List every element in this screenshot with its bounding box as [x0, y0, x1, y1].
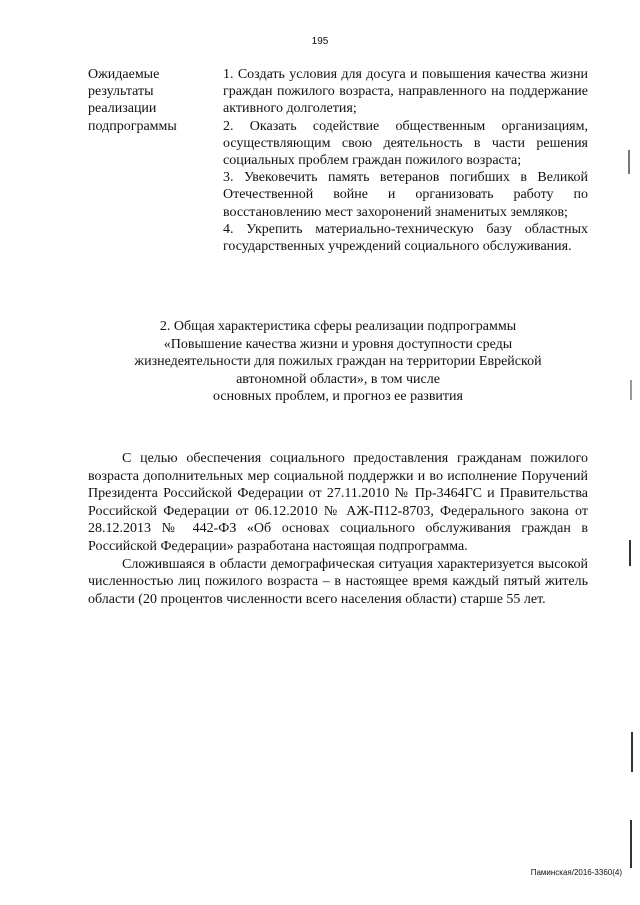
label-line: Ожидаемые — [88, 67, 160, 82]
label-line: реализации — [88, 101, 157, 117]
result-item: 3. Увековечить память ветеранов погибших в Великой Отечественной войне и организовать работу по восстановлению мест захоронений знаменитых земляков; — [223, 170, 588, 220]
scan-edge-mark — [630, 820, 632, 868]
heading-line: основных проблем, и прогноз ее развития — [213, 389, 463, 405]
heading-line: «Повышение качества жизни и уровня доступности среды — [163, 336, 513, 352]
scan-edge-mark — [629, 540, 631, 566]
scan-edge-mark — [630, 380, 632, 400]
label-line: подпрограммы — [88, 118, 177, 134]
expected-results-list — [223, 66, 588, 255]
page-number: 195 — [311, 36, 329, 47]
label-line: результаты — [88, 84, 154, 100]
expected-results-label — [88, 66, 208, 135]
heading-line: автономной области», в том числе — [236, 371, 440, 387]
section-heading — [98, 318, 578, 406]
heading-line: жизнедеятельности для пожилых граждан на территории Еврейской — [134, 354, 542, 370]
body-paragraph: Сложившаяся в области демографическая ситуация характеризуется высокой численностью лиц пожилого возраста – в настоящее время каждый пятый житель области (20 процентов численности всего населения области) старше 55 лет. — [88, 556, 588, 607]
result-item: 2. Оказать содействие общественным организациям, осуществляющим свою деятельность в части решения социальных проблем граждан пожилого возраста; — [223, 118, 588, 169]
scan-edge-mark — [631, 732, 633, 772]
body-paragraph: С целью обеспечения социального предоставления гражданам пожилого возраста дополнительных мер социальной поддержки и во исполнение Поручений Президента Российской Федерации от 27.11.2010 № Пр-3464ГС и Правительства Российской Федерации от 06.12.2010 № АЖ-П12-8703, Федерального закона от 28.12.2013 № 442-ФЗ «Об основах социального обслуживания граждан в Российской Федерации» разработана настоящая подпрограмма. — [88, 451, 588, 554]
body-text — [88, 450, 588, 608]
result-item: 4. Укрепить материально-техническую базу областных государственных учреждений социального обслуживания. — [223, 221, 588, 255]
heading-line: 2. Общая характеристика сферы реализации подпрограммы — [159, 319, 517, 334]
scan-edge-mark — [628, 150, 630, 174]
document-footer-code: Паминская/2016-3360(4) — [530, 868, 622, 877]
result-item: 1. Создать условия для досуга и повышения качества жизни граждан пожилого возраста, направленного на поддержание активного долголетия; — [223, 67, 588, 117]
